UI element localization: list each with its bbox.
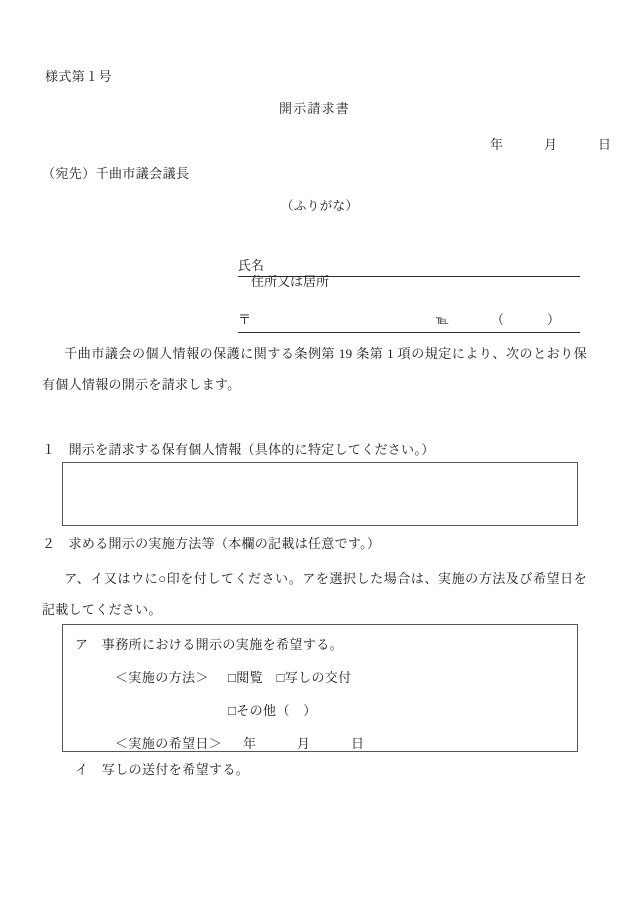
telephone-mark: ℡ bbox=[436, 313, 449, 327]
method-checkbox-group-1[interactable]: □閲覧 □写しの交付 bbox=[228, 670, 352, 685]
section-1-heading: １ 開示を請求する保有個人情報（具体的に特定してください。） bbox=[42, 442, 435, 457]
method-label: ＜実施の方法＞ bbox=[115, 670, 209, 685]
document-title: 開示請求書 bbox=[279, 101, 351, 116]
date-line: 年 月 日 bbox=[490, 137, 612, 152]
desired-date-value[interactable]: 年 月 日 bbox=[243, 736, 365, 751]
zip-tel-row[interactable] bbox=[238, 313, 580, 333]
form-number: 様式第１号 bbox=[45, 69, 113, 84]
addressee: （宛先）千曲市議会議長 bbox=[42, 166, 190, 181]
name-label: 氏名 bbox=[238, 259, 580, 277]
intro-text: 千曲市議会の個人情報の保護に関する条例第 19 条第 1 項の規定により、次のとおり保有個人情報の開示を請求します。 bbox=[42, 346, 587, 392]
desired-date-label: ＜実施の希望日＞ bbox=[115, 736, 223, 751]
telephone-area-code: （ ） bbox=[491, 312, 562, 327]
method-checkbox-other[interactable]: □その他（ ） bbox=[228, 703, 317, 718]
furigana-label: （ふりがな） bbox=[281, 199, 359, 213]
requested-information-box[interactable] bbox=[62, 462, 578, 526]
disclosure-method-box bbox=[62, 624, 578, 752]
option-a-label[interactable]: ア 事務所における開示の実施を希望する。 bbox=[75, 637, 344, 652]
section-2-note bbox=[42, 563, 587, 625]
option-b-label[interactable]: イ 写しの送付を希望する。 bbox=[75, 762, 250, 777]
postal-code-mark: 〒 bbox=[238, 312, 252, 327]
section-2-heading: ２ 求める開示の実施方法等（本欄の記載は任意です。） bbox=[42, 536, 381, 551]
note-text: ア、イ又はウに○印を付してください。アを選択した場合は、実施の方法及び希望日を記載してください。 bbox=[42, 571, 587, 617]
address-label: 住所又は居所 bbox=[251, 274, 330, 289]
intro-paragraph bbox=[42, 338, 587, 400]
